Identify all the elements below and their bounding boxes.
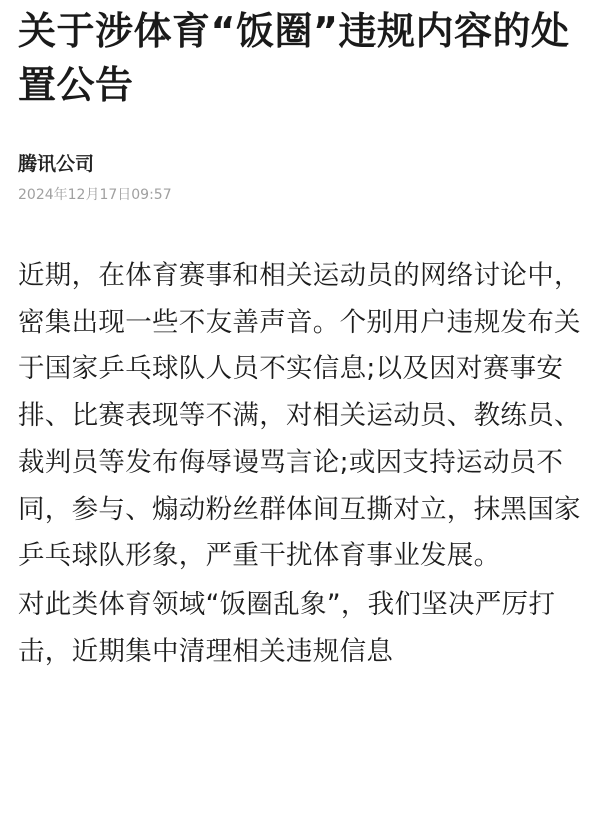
article-title: 关于涉体育“饭圈”违规内容的处置公告 (18, 9, 570, 107)
publish-timestamp: 2024年12月17日09:57 (18, 187, 172, 203)
article-paragraph: 对此类体育领域“饭圈乱象”，我们坚决严厉打击，近期集中清理相关违规信息 (18, 588, 556, 667)
article-paragraph: 近期，在体育赛事和相关运动员的网络讨论中，密集出现一些不友善声音。个别用户违规发布关于国家乒乓球队人员不实信息;以及因对赛事安排、比赛表现等不满，对相关运动员、教练员、裁判员等发布侮辱谩骂言论;或因支持运动员不同，参与、煽动粉丝群体间互撕对立，抹黑国家乒乓球队形象，严重干扰体育事业发展。 (18, 260, 581, 572)
author-name[interactable]: 腾讯公司 (18, 153, 95, 175)
article-body (18, 253, 586, 675)
